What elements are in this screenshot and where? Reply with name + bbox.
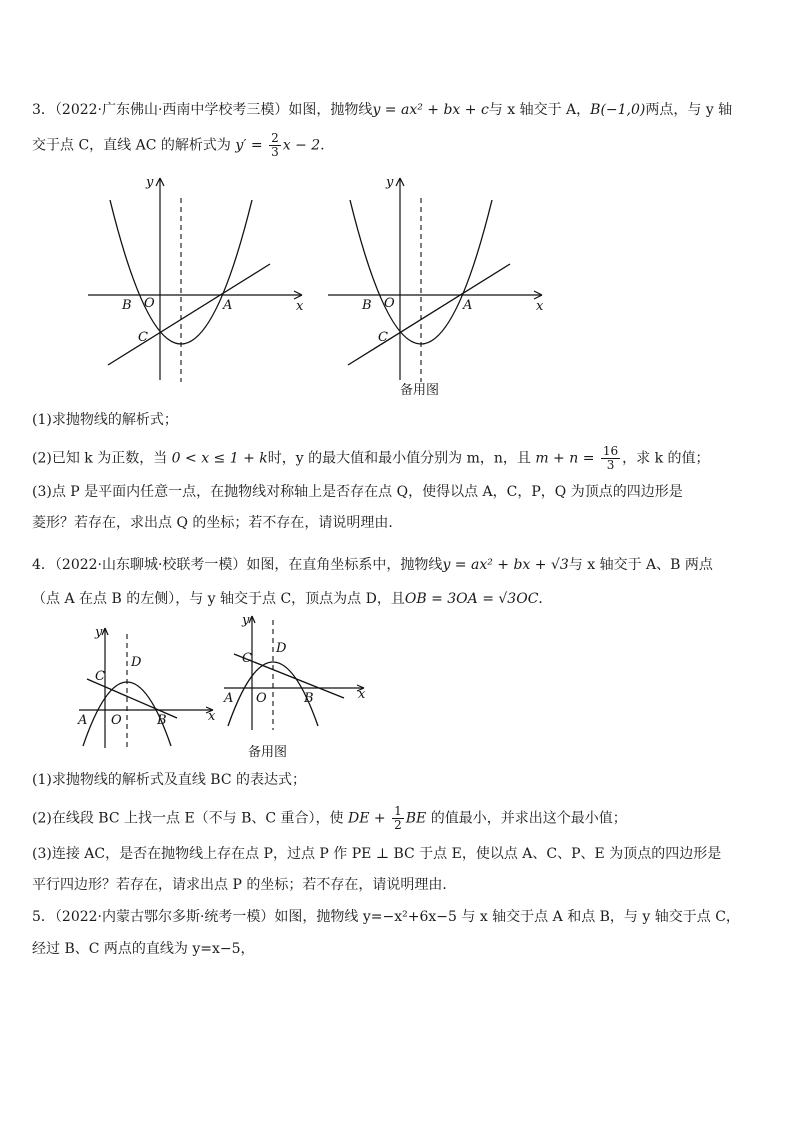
point-label-C: C: [95, 669, 105, 684]
axis-label-y: y: [95, 625, 103, 640]
q4-stem-line2: （点 A 在点 B 的左侧），与 y 轴交于点 C，顶点为点 D，且OB = 3OA = √3OC．: [32, 591, 553, 607]
point-label-C: C: [242, 651, 252, 666]
q3-stem-line2: 交于点 C，直线 AC 的解析式为 y′ = $\frac{2}{3}$ x − 2.: [32, 131, 325, 159]
q4-part3-line2: 平行四边形？若存在，请求出点 P 的坐标；若不存在，请说明理由．: [32, 877, 457, 893]
q4-figure-2: [220, 612, 370, 762]
q3-part3-line2: 菱形？若存在，求出点 Q 的坐标；若不存在，请说明理由．: [32, 515, 403, 531]
axis-label-x: x: [296, 299, 304, 314]
axis-label-y: y: [242, 613, 250, 628]
q4-part1: (1)求抛物线的解析式及直线 BC 的表达式；: [32, 772, 306, 788]
point-label-A: A: [78, 713, 88, 728]
axis-label-y: y: [146, 175, 154, 190]
q3-figure-1: [80, 170, 320, 395]
point-label-D: D: [276, 641, 287, 656]
point-label-B: B: [122, 298, 132, 313]
point-label-O: O: [256, 691, 267, 706]
point-label-O: O: [144, 296, 155, 311]
q4-part2: (2)在线段 BC 上找一点 E（不与 B、C 重合），使 DE + $\frac{1}{2}$ BE 的值最小，并求出这个最小值；: [32, 804, 627, 832]
fraction-2-3: $\frac{2}{3}$: [271, 131, 279, 159]
q4-part3-line1: (3)连接 AC，是否在抛物线上存在点 P，过点 P 作 PE ⊥ BC 于点 E，使以点 A、C、P、E 为顶点的四边形是: [32, 846, 722, 862]
q4-stem-line1: 4．（2022·山东聊城·校联考一模）如图，在直角坐标系中，抛物线y = ax² + bx + √3与 x 轴交于 A、B 两点: [32, 557, 713, 573]
point-label-B: B: [362, 298, 372, 313]
point-label-A: A: [224, 691, 234, 706]
q3-part3-line1: (3)点 P 是平面内任意一点，在抛物线对称轴上是否存在点 Q，使得以点 A，C，P，Q 为顶点的四边形是: [32, 484, 683, 500]
point-label-O: O: [384, 296, 395, 311]
q3-figure-2: [320, 170, 560, 400]
figure-caption: 备用图: [248, 745, 288, 760]
q5-stem-line2: 经过 B、C 两点的直线为 y=x−5，: [32, 941, 255, 957]
point-label-D: D: [131, 655, 142, 670]
point-label-O: O: [111, 713, 122, 728]
figure-caption: 备用图: [400, 383, 440, 398]
point-label-C: C: [378, 330, 388, 345]
fraction-1-2: $\frac{1}{2}$: [394, 804, 402, 832]
q4-figure-1: [75, 622, 220, 752]
q3-part2: (2)已知 k 为正数，当 0 < x ≤ 1 + k时，y 的最大值和最小值分别为 m，n，且 m + n = $\frac{16}{3}$ ，求 k 的值；: [32, 444, 710, 472]
axis-label-x: x: [536, 299, 544, 314]
point-label-B: B: [157, 713, 167, 728]
q5-stem-line1: 5．（2022·内蒙古鄂尔多斯·统考一模）如图，抛物线 y=−x²+6x−5 与 x 轴交于点 A 和点 B，与 y 轴交于点 C，: [32, 909, 740, 925]
q3-part1: (1)求抛物线的解析式；: [32, 412, 178, 428]
point-label-A: A: [223, 298, 233, 313]
axis-label-x: x: [358, 687, 366, 702]
fraction-16-3: $\frac{16}{3}$: [602, 444, 619, 472]
point-label-B: B: [304, 691, 314, 706]
axis-label-x: x: [208, 709, 216, 724]
point-label-C: C: [138, 330, 148, 345]
axis-label-y: y: [386, 175, 394, 190]
point-label-A: A: [463, 298, 473, 313]
q3-stem-line1: 3．（2022·广东佛山·西南中学校考三模）如图，抛物线y = ax² + bx + c与 x 轴交于 A，B(−1,0)两点，与 y 轴: [32, 102, 733, 118]
